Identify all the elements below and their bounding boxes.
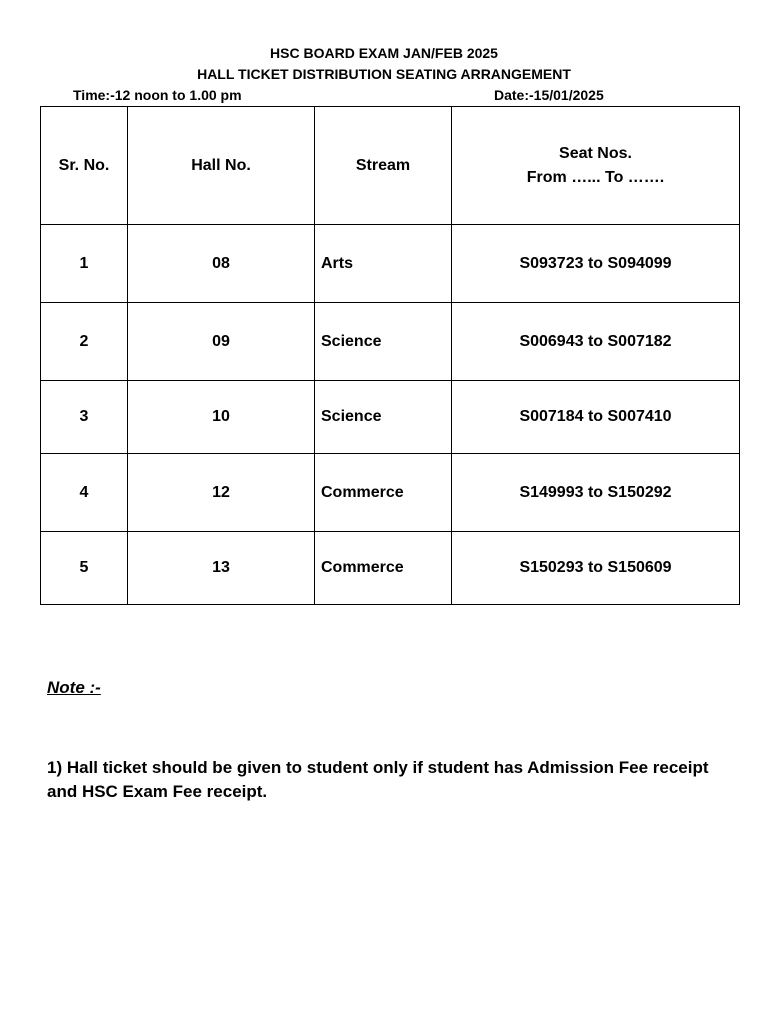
hall-no-cell: 10: [128, 381, 315, 454]
exam-date: Date:-15/01/2025: [494, 87, 604, 103]
table-row: [41, 303, 740, 381]
sr-no-cell: 5: [41, 532, 128, 605]
sr-no-cell: 2: [41, 303, 128, 381]
table-row: [41, 454, 740, 532]
note-item: 1) Hall ticket should be given to student only if student has Admission Fee receipt and HSC Exam Fee receipt.: [47, 758, 709, 801]
stream-cell: Science: [315, 303, 452, 381]
sr-no-cell: 1: [41, 225, 128, 303]
hall-no-cell: 13: [128, 532, 315, 605]
table-row: [41, 532, 740, 605]
sr-no-cell: 4: [41, 454, 128, 532]
note-heading: Note :-: [47, 678, 101, 697]
column-header-hall-no: Hall No.: [128, 107, 315, 225]
column-header-seat-nos: [452, 107, 740, 225]
document-title: HSC BOARD EXAM JAN/FEB 2025: [270, 45, 498, 61]
seat-nos-heading: Seat Nos.: [559, 144, 632, 162]
stream-cell: Commerce: [315, 454, 452, 532]
document-subtitle: HALL TICKET DISTRIBUTION SEATING ARRANGEMENT: [197, 66, 571, 82]
seating-table: [40, 106, 740, 605]
exam-time: Time:-12 noon to 1.00 pm: [73, 87, 242, 103]
table-row: [41, 381, 740, 454]
hall-no-cell: 08: [128, 225, 315, 303]
table-header-row: [41, 107, 740, 225]
table-row: [41, 225, 740, 303]
stream-cell: Science: [315, 381, 452, 454]
seat-range-cell: S093723 to S094099: [452, 225, 740, 303]
stream-cell: Arts: [315, 225, 452, 303]
seat-range-cell: S150293 to S150609: [452, 532, 740, 605]
seat-nos-range-heading: From …... To …….: [526, 168, 665, 186]
seat-range-cell: S007184 to S007410: [452, 381, 740, 454]
seat-range-cell: S006943 to S007182: [452, 303, 740, 381]
sr-no-cell: 3: [41, 381, 128, 454]
column-header-sr-no: Sr. No.: [41, 107, 128, 225]
hall-no-cell: 12: [128, 454, 315, 532]
seat-range-cell: S149993 to S150292: [452, 454, 740, 532]
column-header-stream: Stream: [315, 107, 452, 225]
stream-cell: Commerce: [315, 532, 452, 605]
hall-no-cell: 09: [128, 303, 315, 381]
